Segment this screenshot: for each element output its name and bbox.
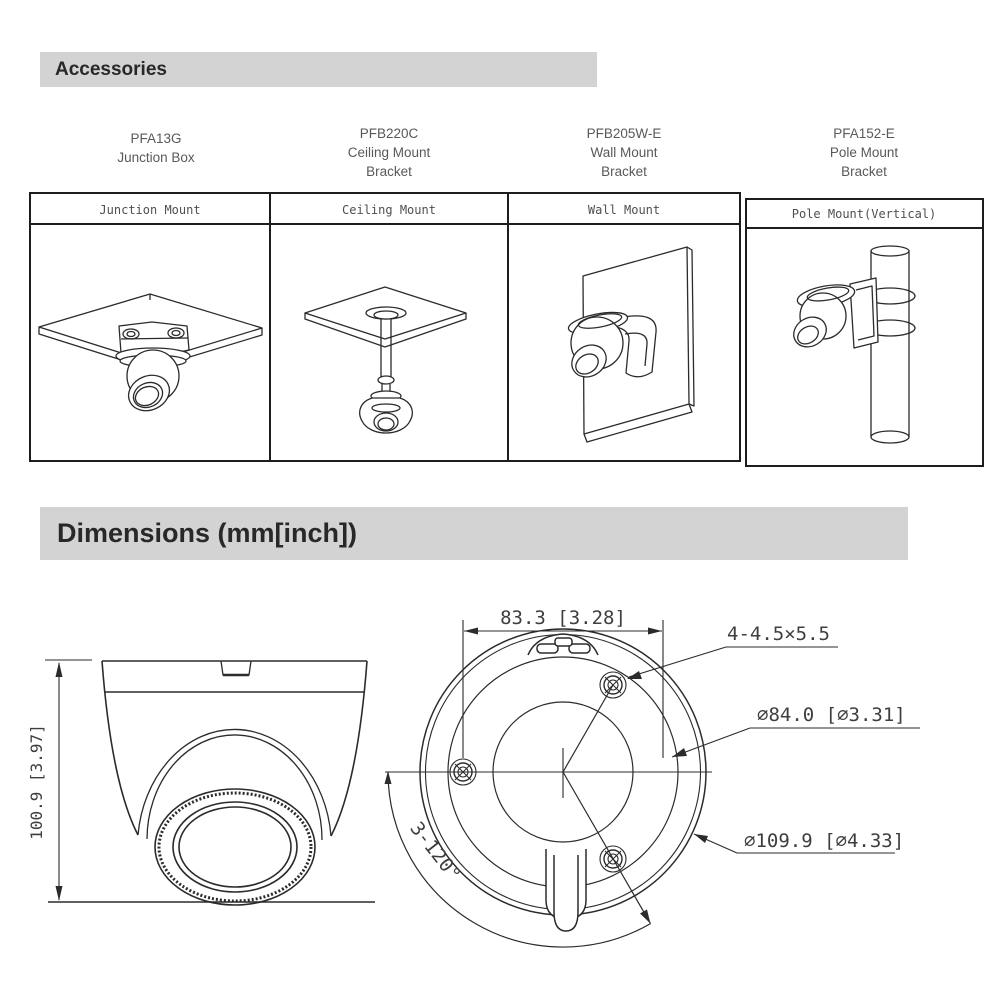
dimension-label-height: 100.9 [3.97] (27, 724, 46, 840)
junction-mount-drawing (39, 294, 262, 417)
product-model: PFB205W-E (586, 126, 662, 141)
product-name-2: Bracket (366, 164, 412, 179)
product-name: Wall Mount (590, 145, 658, 160)
panel-label-wall-mount: Wall Mount (587, 203, 661, 217)
dimension-label-mount-angle: 3-120° (405, 817, 466, 886)
panel-label-ceiling-mount: Ceiling Mount (342, 203, 436, 217)
product-model: PFB220C (359, 126, 419, 141)
accessories-section-header: Accessories (40, 52, 597, 87)
product-name-2: Bracket (601, 164, 647, 179)
dimension-label-hole-spacing: 83.3 [3.28] (500, 607, 626, 629)
product-name: Ceiling Mount (347, 145, 431, 160)
screw-hole-bottom (600, 846, 626, 872)
product-model: PFA152-E (833, 126, 895, 141)
product-name-2: Bracket (841, 164, 887, 179)
pole-mount-drawing (788, 246, 915, 443)
product-name: Junction Box (117, 150, 195, 165)
screw-hole-top (600, 672, 626, 698)
dimension-label-bolt-circle: ∅84.0 [∅3.31] (757, 704, 906, 726)
bottom-tab (546, 849, 586, 931)
dimensions-section-header: Dimensions (mm[inch]) (40, 507, 908, 560)
screw-hole-left (450, 759, 476, 785)
side-view-drawing (48, 661, 375, 905)
panel-label-pole-mount: Pole Mount(Vertical) (791, 207, 937, 221)
ceiling-mount-drawing (305, 287, 466, 433)
dimension-label-outer-diameter: ∅109.9 [∅4.33] (744, 830, 905, 852)
product-model: PFA13G (130, 131, 182, 146)
side-view-dimension (45, 660, 92, 901)
wall-mount-drawing (566, 247, 694, 442)
product-name: Pole Mount (829, 145, 899, 160)
dimension-label-slot-spec: 4-4.5×5.5 (727, 623, 830, 645)
panel-label-junction-mount: Junction Mount (99, 203, 201, 217)
